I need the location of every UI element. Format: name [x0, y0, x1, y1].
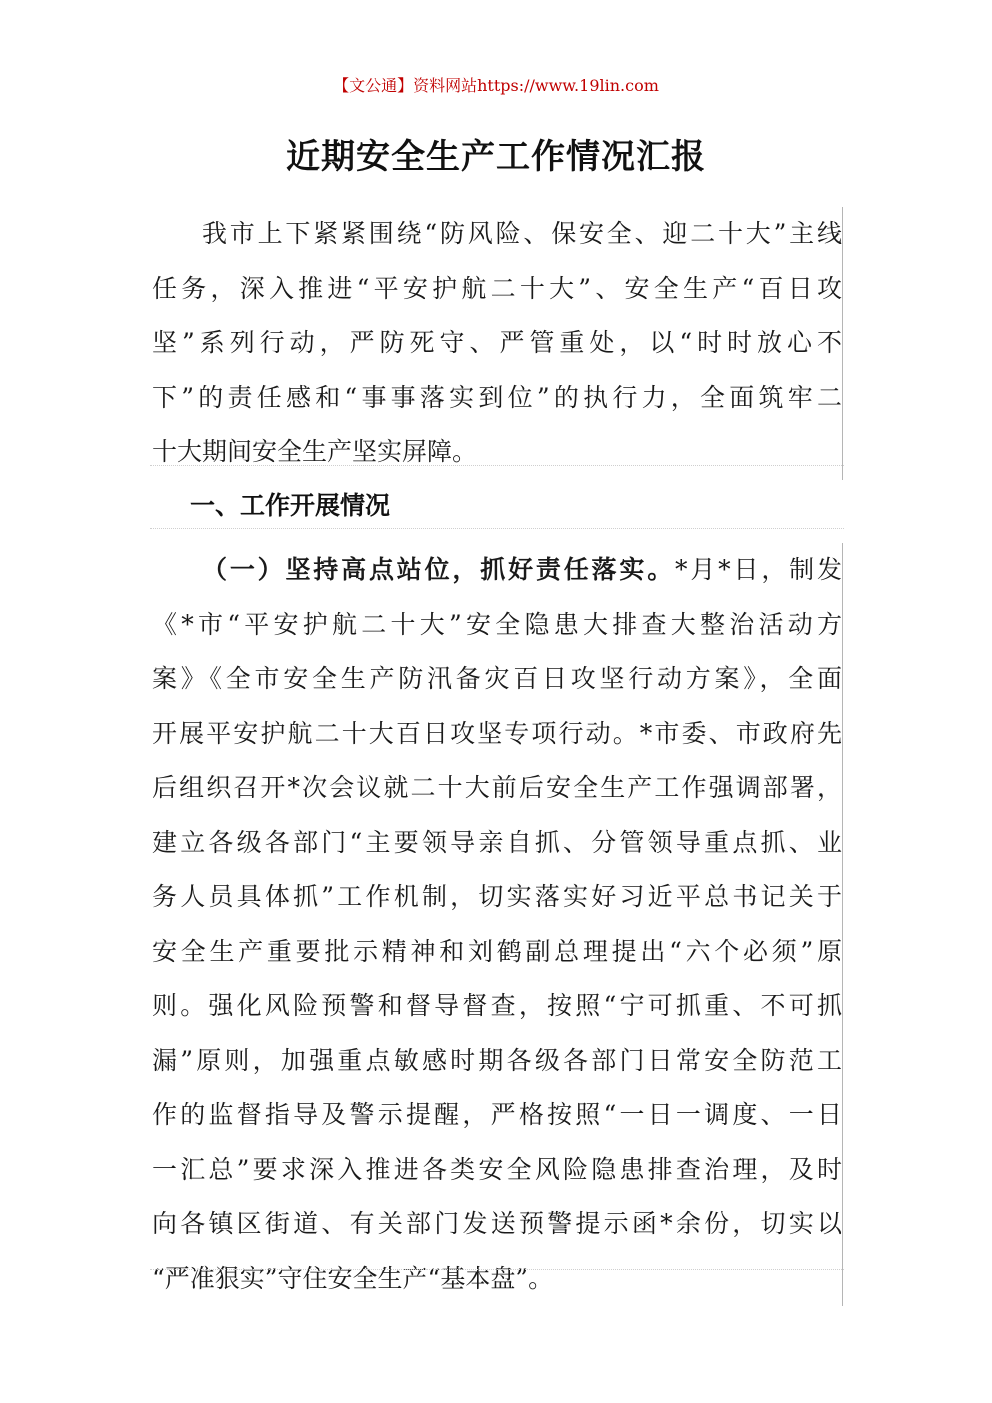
dotted-divider — [150, 465, 844, 466]
paragraph-line: 开展平安护航二十大百日攻坚专项行动。*市委、市政府先 — [152, 718, 842, 748]
paragraph-line: 漏”原则，加强重点敏感时期各级各部门日常安全防范工 — [152, 1045, 842, 1075]
section-paragraph — [152, 543, 843, 1306]
paragraph-line: 任务，深入推进“平安护航二十大”、安全生产“百日攻 — [152, 273, 842, 303]
section-heading: 一、工作开展情况 — [190, 491, 391, 520]
paragraph-line: 《*市“平安护航二十大”安全隐患大排查大整治活动方 — [152, 609, 842, 639]
site-watermark-header: 【文公通】资料网站https://www.19lin.com — [333, 76, 659, 95]
paragraph-line: 十大期间安全生产坚实屏障。 — [152, 437, 478, 466]
paragraph-line: 向各镇区街道、有关部门发送预警提示函*余份，切实以 — [152, 1209, 842, 1238]
paragraph-lead-rest: *月*日，制发 — [675, 555, 842, 584]
paragraph-line: 案》《全市安全生产防汛备灾百日攻坚行动方案》，全面 — [152, 664, 842, 693]
paragraph-first-line — [152, 543, 842, 598]
paragraph-line: 作的监督指导及警示提醒，严格按照“一日一调度、一日 — [152, 1100, 842, 1129]
paragraph-line: 务人员具体抓”工作机制，切实落实好习近平总书记关于 — [152, 882, 842, 911]
paragraph-line: 一汇总”要求深入推进各类安全风险隐患排查治理，及时 — [152, 1154, 842, 1184]
paragraph-line: 安全生产重要批示精神和刘鹤副总理提出“六个必须”原 — [152, 936, 842, 966]
paragraph-line: 下”的责任感和“事事落实到位”的执行力，全面筑牢二 — [152, 382, 842, 412]
paragraph-line: 后组织召开*次会议就二十大前后安全生产工作强调部署， — [152, 773, 842, 802]
paragraph-line: “严准狠实”守住安全生产“基本盘”。 — [152, 1263, 554, 1293]
paragraph-lead-heading: （一）坚持高点站位，抓好责任落实。 — [202, 555, 676, 584]
paragraph-line: 建立各级各部门“主要领导亲自抓、分管领导重点抓、业 — [152, 827, 842, 857]
dotted-divider — [150, 1269, 844, 1270]
paragraph-line: 坚”系列行动，严防死守、严管重处，以“时时放心不 — [152, 328, 842, 357]
paragraph-line: 则。强化风险预警和督导督查，按照“宁可抓重、不可抓 — [152, 991, 842, 1020]
paragraph-line: 我市上下紧紧围绕“防风险、保安全、迎二十大”主线 — [202, 219, 842, 248]
intro-paragraph — [152, 207, 843, 480]
dotted-divider — [150, 528, 844, 529]
page-title: 近期安全生产工作情况汇报 — [286, 137, 706, 177]
